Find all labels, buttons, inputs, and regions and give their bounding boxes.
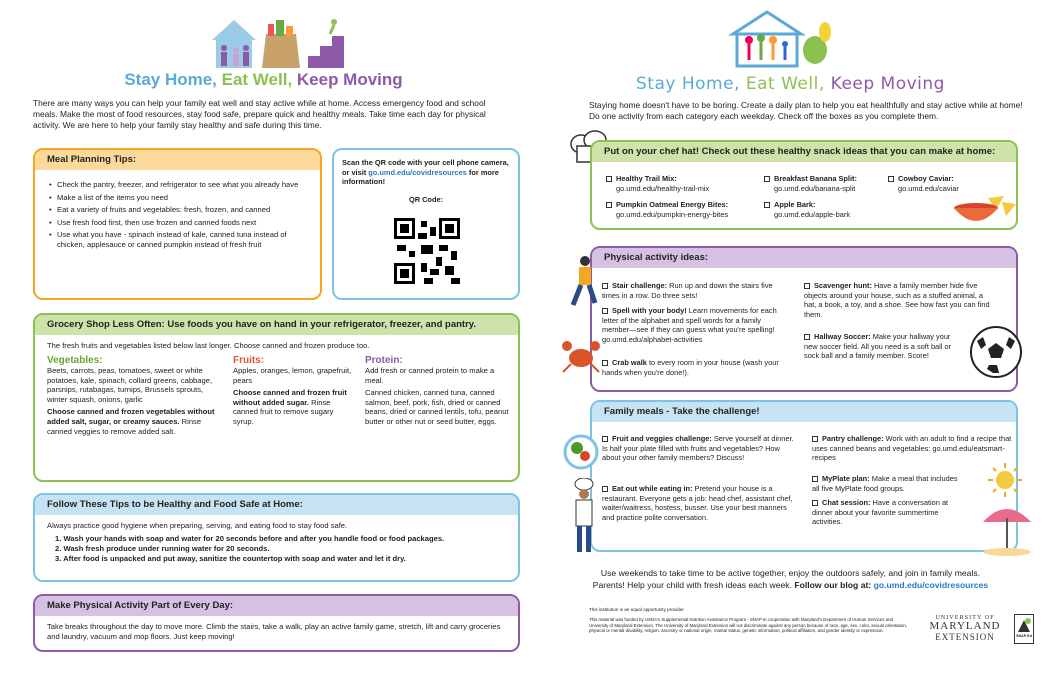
family-item: MyPlate plan: Make a meal that includes all five MyPlate food groups. [812, 474, 958, 493]
checkbox[interactable] [602, 360, 608, 366]
logo-line-1: UNIVERSITY OF [935, 614, 995, 621]
fine-print-1: This institution is an equal opportunity provider. [589, 607, 685, 612]
snack-item: Breakfast Banana Split: go.umd.edu/banana-split [764, 174, 894, 193]
list-item: • Eat a variety of fruits and vegetables: fresh, frozen, and canned [49, 205, 310, 215]
title-part-2: Eat Well, [745, 74, 831, 94]
checkbox[interactable] [812, 436, 818, 442]
protein-text: Add fresh or canned protein to make a meal. [365, 366, 495, 385]
physical-activity-text: Take breaks throughout the day to move more. Climb the stairs, take a walk, play an active family game, stretch, lift and carry groceries and laundry, vacuum and mop floors. Just keep moving! [47, 622, 501, 641]
family-item: Chat session: Have a conversation at dinner about your favorite summertime activities. [812, 498, 949, 527]
list-item: 2. Wash fresh produce under running water for 20 seconds. [55, 543, 270, 553]
food-safety-box [33, 493, 520, 582]
title-part-1: Stay Home, [636, 74, 746, 94]
list-item: • Use what you have - spinach instead of kale, canned tuna instead of chicken, applesauce or canned pumpkin instead of fresh fruit [49, 230, 310, 249]
crab-icon [561, 338, 601, 374]
right-intro: Staying home doesn't have to be boring. Create a daily plan to help you eat healthfully and stay active while at home! Do one activity from each category each weekday. Check off the boxes as you complete them. [589, 100, 1023, 122]
family-meals-header: Family meals - Take the challenge! [592, 402, 1016, 422]
closing-text [527, 568, 1054, 591]
family-item: Eat out while eating in: Pretend your house is a restaurant. Everyone gets a job: head chef, assistant chef, waiter/waitress, hostess, busser. Use your best manners and practice polite conversation. [602, 484, 793, 522]
veg-heading: Vegetables: [47, 355, 103, 366]
checkbox[interactable] [804, 283, 810, 289]
salsa-bowl-icon [952, 194, 1018, 230]
vegetable-plate-icon [563, 434, 599, 470]
activity-item: Stair challenge: Run up and down the stairs five times in a row. Do three sets! [602, 281, 773, 300]
snack-item: Apple Bark: go.umd.edu/apple-bark [764, 200, 894, 219]
activity-item: Spell with your body! Learn movements for each letter of the alphabet and spell words for a family member—see if they can guess what you're spelling! go.umd.edu/alphabet-activities [602, 306, 777, 344]
list-item: • Use fresh food first, then use frozen and canned foods next [49, 218, 310, 228]
chef-header: Put on your chef hat! Check out these healthy snack ideas that you can make at home: [592, 142, 1016, 162]
snack-item: Pumpkin Oatmeal Energy Bites: go.umd.edu/pumpkin-energy-bites [606, 200, 776, 219]
running-person-icon [567, 255, 601, 311]
checkbox[interactable] [764, 202, 770, 208]
title-part-3: Keep Moving [830, 74, 945, 94]
meal-planning-header: Meal Planning Tips: [35, 150, 320, 170]
beach-umbrella-icon [979, 500, 1035, 556]
title-part-2: Eat Well, [221, 70, 297, 89]
veg-column [47, 355, 225, 436]
grocery-sub: The fresh fruits and vegetables listed below last longer. Choose canned and frozen produce too. [47, 341, 370, 350]
checkbox[interactable] [812, 476, 818, 482]
protein-heading: Protein: [365, 355, 403, 366]
list-item: • Make a list of the items you need [49, 193, 310, 203]
physical-activity-box [33, 594, 520, 652]
checkbox[interactable] [606, 176, 612, 182]
family-item: Fruit and veggies challenge: Serve yourself at dinner. Is half your plate filled with fruits and vegetables? How about your other family members? Discuss! [602, 434, 794, 463]
fruit-column [233, 355, 355, 427]
fruit-tip: Choose canned and frozen fruit without added sugar. Rinse canned fruit to remove sugary syrup. [233, 388, 347, 426]
title-part-3: Keep Moving [296, 70, 403, 89]
checkbox[interactable] [804, 334, 810, 340]
closing-line-1: Use weekends to take time to be active together, enjoy the outdoors safely, and join in family meals. [600, 568, 981, 578]
family-house-illustration [727, 8, 837, 68]
checkbox[interactable] [602, 436, 608, 442]
sun-icon [987, 462, 1023, 498]
list-item: 3. After food is unpacked and put away, sanitize the countertop with soap and water and let it dry. [55, 553, 406, 563]
chef-figure-icon [569, 478, 599, 554]
qr-code-icon [394, 218, 460, 284]
qr-instructions: Scan the QR code with your cell phone camera, or visit go.umd.edu/covidresources for more information! [342, 158, 509, 187]
snack-item: Cowboy Caviar: go.umd.edu/caviar [888, 174, 998, 193]
list-item: • Check the pantry, freezer, and refrigerator to see what you already have [49, 180, 310, 190]
grocery-box [33, 313, 520, 482]
snap-ed-badge [1014, 614, 1034, 644]
meal-planning-list [35, 170, 320, 250]
left-intro: There are many ways you can help your family eat well and stay active while at home. Access emergency food and school meals. Make the most of food resources, stay food safe, prepare quick and healthy meals. Take time each day for physical activity. We are here to help your family stay healthy and safe during this time. [33, 98, 486, 131]
family-house-illustration [208, 12, 348, 70]
physical-activity-header: Make Physical Activity Part of Every Day: [35, 596, 518, 616]
right-title [527, 74, 1054, 94]
left-title [0, 70, 527, 90]
fruit-heading: Fruits: [233, 355, 265, 366]
logo-line-2: MARYLAND [929, 620, 1001, 632]
meal-planning-box [33, 148, 322, 300]
checkbox[interactable] [602, 486, 608, 492]
family-item: Pantry challenge: Work with an adult to find a recipe that uses canned beans and vegetables: go.umd.edu/eatsmart-recipes [812, 434, 1012, 463]
activity-ideas-box [590, 246, 1018, 392]
soccer-ball-icon [969, 325, 1023, 379]
checkbox[interactable] [888, 176, 894, 182]
snack-item: Healthy Trail Mix: go.umd.edu/healthy-trail-mix [606, 174, 776, 193]
checkbox[interactable] [812, 500, 818, 506]
closing-line-2: Parents! Help your child with fresh ideas each week. Follow our blog at: go.umd.edu/covidresources [592, 579, 989, 590]
family-meals-box [590, 400, 1018, 552]
logo-line-3: EXTENSION [935, 632, 995, 642]
protein-column [365, 355, 511, 427]
title-part-1: Stay Home, [124, 70, 222, 89]
fruit-text: Apples, oranges, lemon, grapefruit, pears [233, 366, 352, 385]
qr-label: QR Code: [408, 194, 444, 204]
checkbox[interactable] [602, 283, 608, 289]
list-item: 1. Wash your hands with soap and water for 20 seconds before and after you handle food or food packages. [55, 533, 445, 543]
veg-tip: Choose canned and frozen vegetables without added salt, sugar, or creamy sauces. Rinse canned veggies to remove added salt. [47, 407, 215, 436]
activity-item: Hallway Soccer: Make your hallway your new soccer field. All you need is a soft ball or sock ball and a family member. Score! [804, 332, 952, 361]
protein-list: Canned chicken, canned tuna, canned salmon, beef, pork, fish, dried or canned beans, dried or canned lentils, tofu, peanut butter or other nut or seed butter, eggs. [365, 388, 509, 426]
food-safety-list [35, 534, 518, 564]
activity-item: Scavenger hunt: Have a family member hide five objects around your house, such as a stuffed animal, a hat, a book, a toy, and a shoe. See how fast you can find them. [804, 281, 990, 319]
veg-text: Beets, carrots, peas, tomatoes, sweet or white potatoes, kale, spinach, collard greens, cabbage, parsnips, rutabagas, turnips, Brussels sprouts, winter squash, onions, garlic [47, 366, 213, 404]
checkbox[interactable] [764, 176, 770, 182]
qr-link[interactable]: go.umd.edu/covidresources [368, 167, 467, 177]
activity-item: Crab walk to every room in your house (wash your hands when you're done!). [602, 358, 779, 377]
qr-box [332, 148, 520, 300]
fine-print-2: This material was funded by USDA's Supplemental Nutrition Assistance Program - SNAP in cooperation with Maryland's Department of Human Services and University of Maryland Extension. The University of Maryland Extension will not discriminate against any person because of race, age, sex, color, sexual orientation, physical or mental disability, religion, ancestry or national origin, marital status, genetic information, political affiliation, and gender identity or expression. [589, 617, 907, 634]
food-safety-sub: Always practice good hygiene when preparing, serving, and eating food to stay food safe. [47, 521, 348, 530]
umd-extension-logo [917, 614, 1013, 642]
chef-box [590, 140, 1018, 230]
checkbox[interactable] [602, 308, 608, 314]
snap-ed-label: SNAP-Ed [1016, 634, 1032, 638]
food-safety-header: Follow These Tips to be Healthy and Food Safe at Home: [35, 495, 518, 515]
checkbox[interactable] [606, 202, 612, 208]
activity-ideas-header: Physical activity ideas: [592, 248, 1016, 268]
blog-link[interactable]: go.umd.edu/covidresources [873, 579, 989, 590]
right-page [527, 0, 1054, 682]
grocery-header: Grocery Shop Less Often: Use foods you have on hand in your refrigerator, freezer, and pantry. [35, 315, 518, 335]
snap-ed-logo-icon [1016, 616, 1033, 634]
